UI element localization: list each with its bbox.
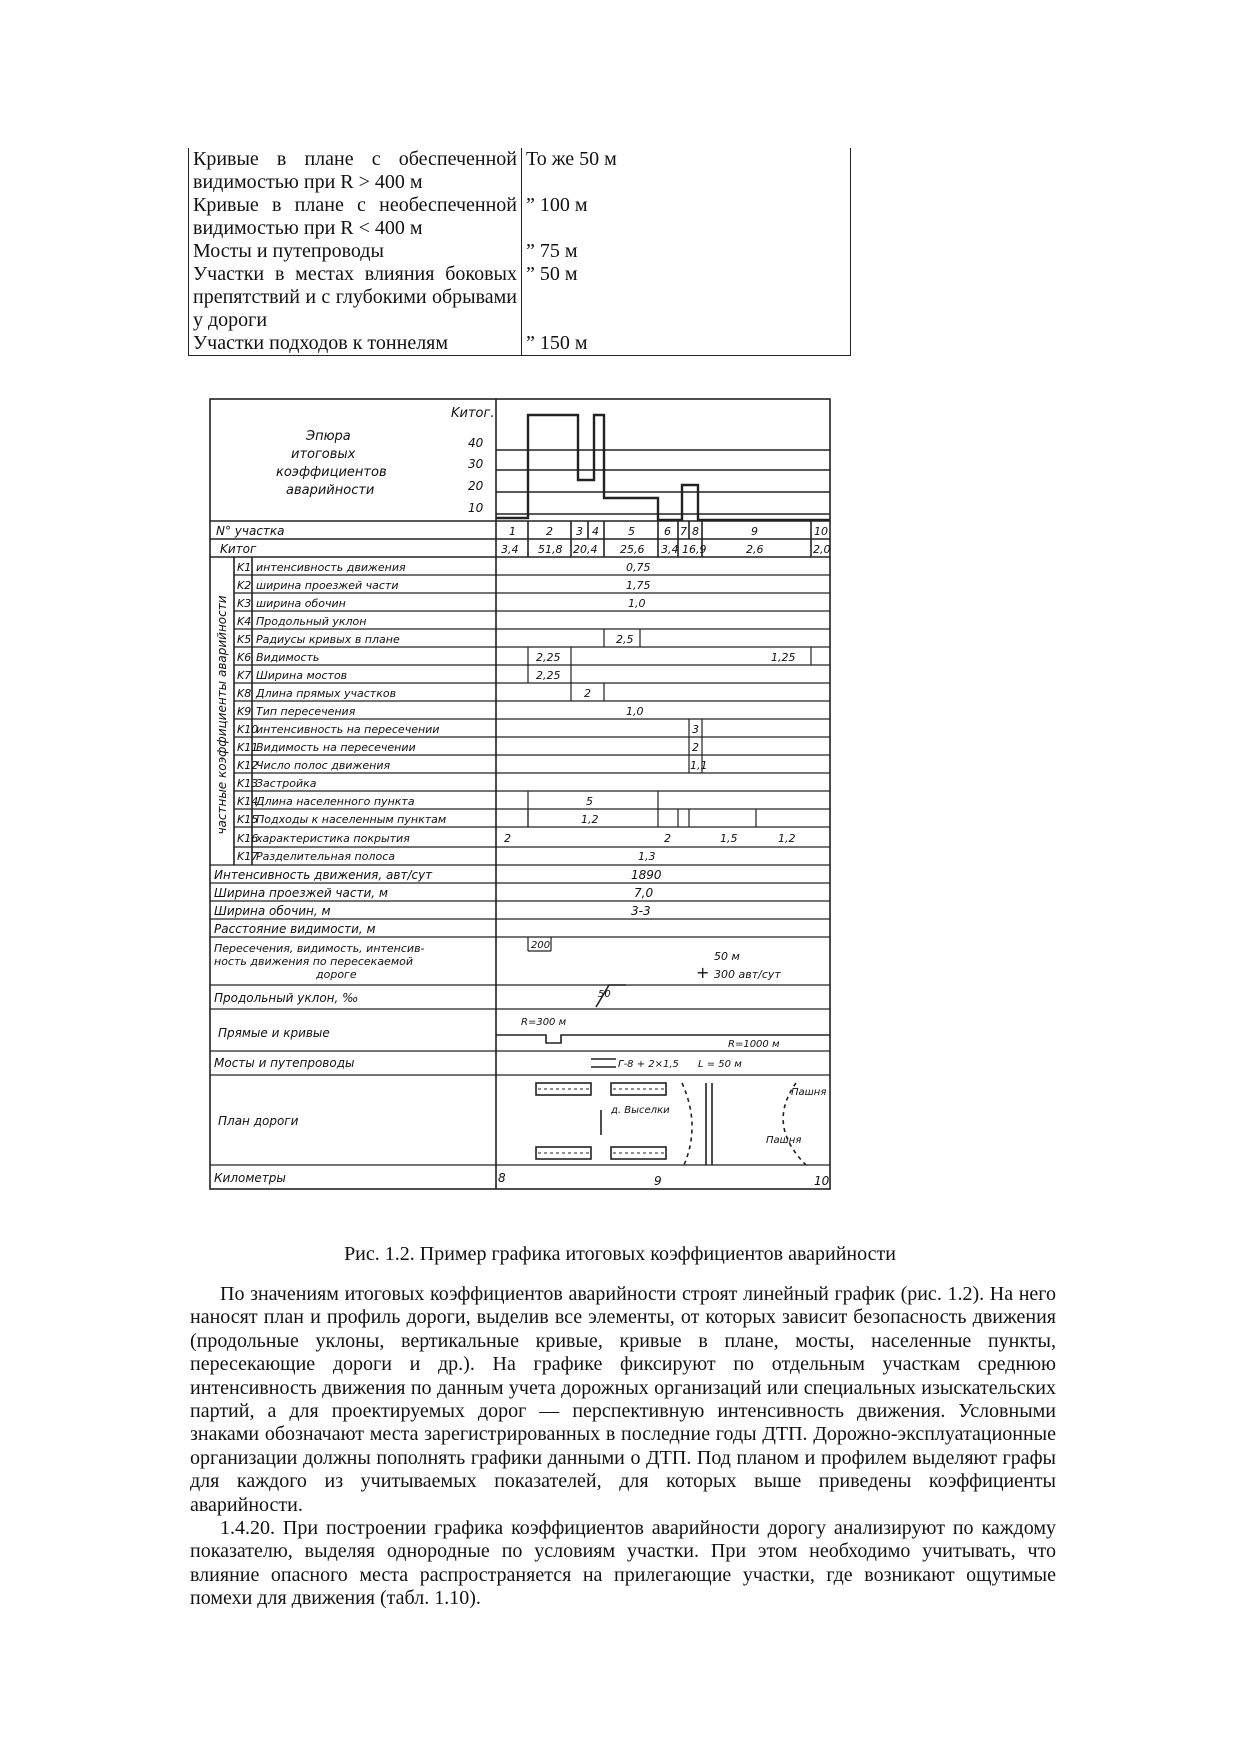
table-cell: Кривые в плане с обеспеченной видимостью при R > 400 м [189,148,522,194]
section-num: 7 [680,525,687,538]
bottom-row-value: 200 [531,940,551,951]
section-num: 5 [628,525,635,538]
k-name: характеристика покрытия [256,832,410,845]
k-name: ширина проезжей части [256,579,399,592]
figure-svg [206,395,836,1195]
k-name: Длина прямых участков [256,687,397,700]
k-value: 1,1 [690,759,708,772]
k-name: интенсивность на пересечении [256,723,440,736]
kitog-value: 3,4 [661,543,679,556]
table-row [189,148,851,194]
kitog-value: 20,4 [573,543,598,556]
bottom-row-label: Прямые и кривые [218,1026,330,1040]
k-code: K16 [237,832,259,845]
k-code: K13 [237,777,259,790]
bottom-row-label: План дороги [218,1114,299,1128]
k-value: 2 [504,832,511,845]
k-name: Радиусы кривых в плане [256,633,400,646]
section-num: 4 [592,525,599,538]
k-value: 3 [692,723,699,736]
table-row [189,240,851,263]
table-cell: ” 75 м [522,240,851,263]
kitog-value: 25,6 [620,543,645,556]
k-name: Видимость на пересечении [256,741,416,754]
k-code: K15 [237,813,259,826]
k-value: 1,0 [628,597,646,610]
scale-30: 30 [468,457,484,471]
epure-line [496,415,830,520]
bottom-row-label: ность движения по пересекаемой [214,955,413,968]
k-code: K4 [237,615,252,628]
section-num: 9 [751,525,758,538]
bottom-row-label: Интенсивность движения, авт/сут [214,868,433,882]
k-code: K3 [237,597,252,610]
k-code: K8 [237,687,252,700]
row-kitog: Kитог [220,542,257,556]
km-label: 9 [654,1174,662,1188]
epure-line-1: Эпюра [306,429,351,444]
k-value: 1,0 [626,705,644,718]
body-text [190,1283,1056,1611]
section-num: 10 [814,525,828,538]
k-value: 5 [586,795,593,808]
k-code: K7 [237,669,252,682]
intersection-value: 50 м [714,950,740,963]
k-value: 2 [664,832,671,845]
row-uchastka: N° участка [216,524,285,538]
section-num: 6 [664,525,671,538]
section-num: 3 [576,525,583,538]
k-code: K10 [237,723,259,736]
bottom-row-label: Ширина обочин, м [214,904,331,918]
section-num: 8 [692,525,699,538]
plan-label: д. Выселки [611,1105,670,1116]
k-name: ширина обочин [256,597,346,610]
curves-line [496,1035,830,1043]
k-name: Длина населенного пункта [256,795,415,808]
table-cell: Участки в местах влияния боковых препятствий и с глубокими обрывами у дороги [189,263,522,332]
bottom-row-label: Километры [214,1171,286,1185]
k-value: 2,25 [536,669,561,682]
section-num: 2 [546,525,553,538]
kitog-value: 51,8 [538,543,563,556]
bridge-length: L = 50 м [698,1059,742,1070]
k-code: K9 [237,705,252,718]
epure-line-3: коэффициентов [276,465,387,480]
k-itog-label: Kитог. [451,406,495,421]
k-name: Застройка [256,777,317,790]
table-cell: ” 50 м [522,263,851,332]
epure-line-4: аварийности [286,483,375,498]
bottom-row-label: Ширина проезжей части, м [214,886,388,900]
k-value: 2 [584,687,591,700]
table-cell: ” 150 м [522,332,851,356]
kitog-value: 16,9 [682,543,707,556]
scale-20: 20 [468,479,484,493]
k-name: Видимость [256,651,320,664]
table-row [189,263,851,332]
k-name: Подходы к населенным пунктам [256,813,447,826]
table-row [189,194,851,240]
k-value: 1,75 [626,579,651,592]
distance-table [188,148,851,356]
k-code: K12 [237,759,259,772]
table-cell: То же 50 м [522,148,851,194]
bridge-label: Г-8 + 2×1,5 [618,1059,679,1070]
bottom-row-value: 3-3 [631,904,651,918]
table-cell: Кривые в плане с необеспеченной видимостью при R < 400 м [189,194,522,240]
km-label: 10 [814,1174,830,1188]
k-name: интенсивность движения [256,561,406,574]
kitog-value: 2,6 [746,543,764,556]
k-value: 1,3 [638,850,656,863]
k-code: K6 [237,651,252,664]
k-code: K14 [237,795,259,808]
k-name: Тип пересечения [256,705,356,718]
bottom-row-label: дороге [316,968,357,981]
k-value: 2,25 [536,651,561,664]
bottom-row-label: Мосты и путепроводы [214,1056,355,1070]
k-name: Продольный уклон [256,615,367,628]
scale-10: 10 [468,501,484,515]
k-name: Разделительная полоса [256,850,395,863]
k-code: K1 [237,561,252,574]
bottom-row-value: 1890 [631,868,662,882]
side-label: частные коэффициенты аварийности [215,595,229,835]
k-code: K2 [237,579,252,592]
k-code: K17 [237,850,259,863]
plan-label: Пашня [766,1135,802,1146]
paragraph: 1.4.20. При построении графика коэффициентов аварийности дорогу анализируют по каждому показателю, выделяя однородные по условиям участки. При этом необходимо учитывать, что влияние опасного места распространяется на прилегающие участки, где возникают ощутимые помехи для движения (табл. 1.10). [190,1517,1056,1610]
k-value: 0,75 [626,561,651,574]
k-value: 1,2 [581,813,599,826]
scale-40: 40 [468,436,484,450]
k-value: 2 [692,741,699,754]
accident-coefficient-figure [206,395,836,1200]
bottom-row-label: Пересечения, видимость, интенсив- [214,942,425,955]
k-code: K5 [237,633,252,646]
k-name: Число полос движения [256,759,391,772]
figure-caption: Рис. 1.2. Пример графика итоговых коэффициентов аварийности [344,1243,896,1265]
plus-icon: + [696,963,710,982]
bottom-row-label: Расстояние видимости, м [214,922,376,936]
bottom-row-value: 50 [598,989,611,1000]
plan-label: Пашня [791,1087,827,1098]
bottom-row-label: Продольный уклон, ‰ [214,991,359,1005]
k-name: Ширина мостов [256,669,348,682]
kitog-value: 2,0 [813,543,831,556]
k-value: 2,5 [616,633,634,646]
table-cell: Мосты и путепроводы [189,240,522,263]
section-num: 1 [509,525,516,538]
k-value: 1,25 [771,651,796,664]
k-code: K11 [237,741,259,754]
intersection-value: 300 авт/сут [714,968,781,981]
km-label: 8 [498,1171,506,1185]
table-cell: ” 100 м [522,194,851,240]
table-row [189,332,851,356]
k-value: 1,2 [778,832,796,845]
table-cell: Участки подходов к тоннелям [189,332,522,356]
paragraph: По значениям итоговых коэффициентов аварийности строят линейный график (рис. 1.2). На него наносят план и профиль дороги, выделив все элементы, от которых зависит безопасность движения (продольные уклоны, вертикальные кривые, кривые в плане, мосты, населенные пункты, пересекающие дороги и др.). На графике фиксируют по отдельным участкам среднюю интенсивность движения по данным учета дорожных организаций или специальных изыскательских партий, а для проектируемых дорог — перспективную интенсивность движения. Условными знаками обозначают места зарегистрированных в последние годы ДТП. Дорожно-эксплуатационные организации должны пополнять графики данными о ДТП. Под планом и профилем выделяют графы для каждого из учитываемых показателей, для которых выше приведены коэффициенты аварийности. [190,1283,1056,1516]
epure-line-2: итоговых [291,447,356,462]
k-value: 1,5 [720,832,738,845]
bottom-row-value: 7,0 [634,886,654,900]
kitog-value: 3,4 [501,543,519,556]
curve-label: R=1000 м [728,1039,780,1050]
curve-label: R=300 м [521,1017,567,1028]
